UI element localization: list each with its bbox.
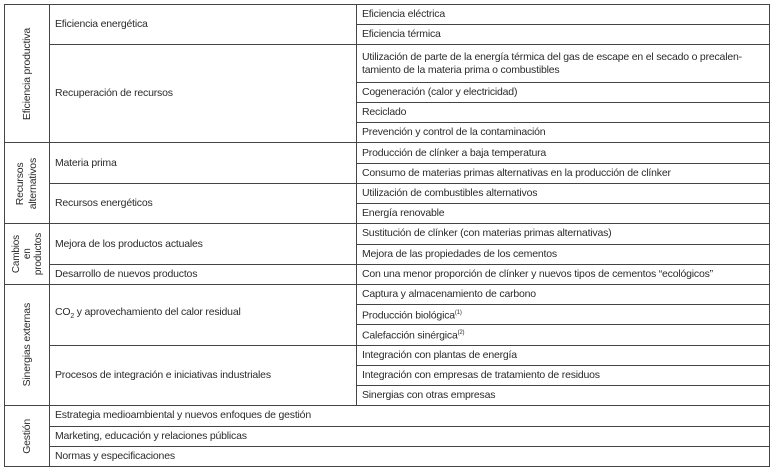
item: Energía renovable (357, 204, 770, 224)
footnote-ref: (1) (454, 310, 462, 317)
item: Integración con empresas de tratamiento de residuos (357, 365, 770, 385)
item: Sustitución de clínker (con materias primas alternativas) (357, 224, 770, 244)
item (357, 325, 770, 345)
item: Con una menor proporción de clínker y nuevos tipos de cementos “ecológicos” (357, 264, 770, 284)
group-recuperacion-recursos: Recuperación de recursos (50, 45, 357, 143)
group-recursos-energeticos: Recursos energéticos (50, 183, 357, 223)
item: Prevención y control de la contaminación (357, 123, 770, 143)
subscript: 2 (70, 313, 75, 321)
item: Producción de clínker a baja temperatura (357, 143, 770, 163)
item: Marketing, educación y relaciones públicas (50, 426, 770, 446)
item: Captura y almacenamiento de carbono (357, 285, 770, 305)
item (357, 305, 770, 325)
group-materia-prima: Materia prima (50, 143, 357, 183)
footnote-ref: (2) (457, 330, 465, 337)
item-text: Producción biológica (362, 309, 455, 322)
item: Consumo de materias primas alternativas en la producción de clínker (357, 163, 770, 183)
group-co2-calor-residual (50, 285, 357, 346)
item: Normas y especificaciones (50, 446, 770, 466)
label-part: y aprovechamiento del calor residual (74, 306, 241, 319)
item: Eficiencia eléctrica (357, 5, 770, 25)
group-eficiencia-energetica: Eficiencia energética (50, 5, 357, 45)
item: Utilización de combustibles alternativos (357, 183, 770, 203)
label-part: CO (55, 306, 71, 319)
item: Integración con plantas de energía (357, 345, 770, 365)
category-sinergias-externas: Sinergias externas (5, 285, 50, 406)
group-procesos-integracion: Procesos de integración e iniciativas industriales (50, 345, 357, 406)
item: Sinergias con otras empresas (357, 386, 770, 406)
group-nuevos-productos: Desarrollo de nuevos productos (50, 264, 357, 284)
category-eficiencia-productiva: Eficiencia productiva (5, 5, 50, 143)
category-recursos-alternativos: Recursos alternativos (5, 143, 50, 224)
item-text: Calefacción sinérgica (362, 329, 458, 342)
group-mejora-productos: Mejora de los productos actuales (50, 224, 357, 264)
category-cambios-productos: Cambios en productos (5, 224, 50, 285)
item: Reciclado (357, 103, 770, 123)
item: Utilización de parte de la energía térmica del gas de escape en el secado o precalen-tamiento de la materia prima o combustibles (357, 45, 770, 82)
item: Estrategia medioambiental y nuevos enfoques de gestión (50, 406, 770, 426)
category-gestion: Gestión (5, 406, 50, 467)
item: Eficiencia térmica (357, 25, 770, 45)
item: Cogeneración (calor y electricidad) (357, 82, 770, 102)
cement-strategies-table (4, 4, 770, 467)
item: Mejora de las propiedades de los cementos (357, 244, 770, 264)
